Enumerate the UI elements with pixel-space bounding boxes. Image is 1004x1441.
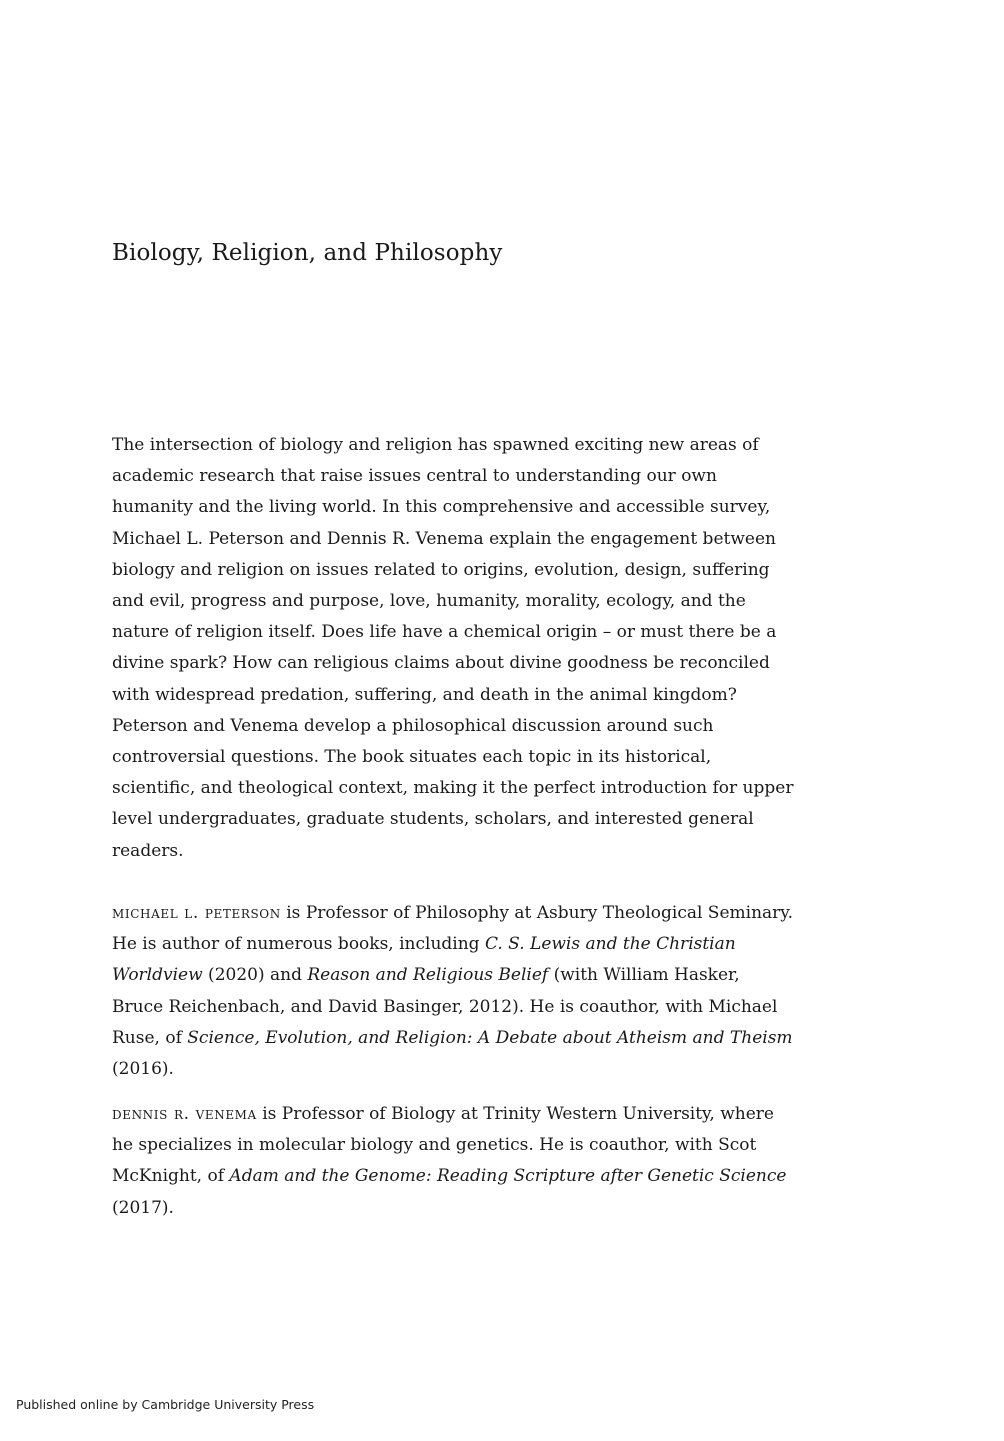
- author-name: dennis r. venema: [112, 1104, 257, 1124]
- bio-text: (2016).: [112, 1059, 174, 1080]
- bio-text: (with William Hasker, Bruce Reichenbach, and David Basinger, 2012). He is coauthor, with Michael Ruse, of: [112, 965, 778, 1048]
- bio-text: is Professor of Biology at Trinity Western University, where he specializes in molecular biology and genetics. He is coauthor, with Scot McKnight, of: [112, 1104, 774, 1187]
- author-bio-venema: [112, 1099, 796, 1224]
- author-bio-peterson: [112, 898, 796, 1085]
- book-title: Biology, Religion, and Philosophy: [112, 240, 503, 266]
- bio-text: is Professor of Philosophy at Asbury Theological Seminary. He is author of numerous books, including: [112, 903, 794, 955]
- book-reference: C. S. Lewis and the Christian Worldview: [112, 934, 736, 986]
- author-name: michael l. peterson: [112, 903, 281, 923]
- book-reference: Reason and Religious Belief: [307, 965, 549, 986]
- book-reference: Adam and the Genome: Reading Scripture after Genetic Science: [229, 1166, 787, 1187]
- bio-text: (2017).: [112, 1197, 174, 1218]
- book-description: The intersection of biology and religion has spawned exciting new areas of academic research that raise issues central to understanding our own humanity and the living world. In this comprehensive and accessible survey, Michael L. Peterson and Dennis R. Venema explain the engagement between biology and religion on issues related to origins, evolution, design, suffering and evil, progress and purpose, love, humanity, morality, ecology, and the nature of religion itself. Does life have a chemical origin – or must there be a divine spark? How can religious claims about divine goodness be reconciled with widespread predation, suffering, and death in the animal kingdom? Peterson and Venema develop a philosophical discussion around such controversial questions. The book situates each topic in its historical, scientific, and theological context, making it the perfect introduction for upper level undergraduates, graduate students, scholars, and interested general readers.: [112, 435, 794, 861]
- bio-text: (2020) and: [202, 965, 308, 986]
- book-reference: Science, Evolution, and Religion: A Debate about Atheism and Theism: [187, 1027, 793, 1048]
- publisher-footer: Published online by Cambridge University Press: [16, 1397, 315, 1412]
